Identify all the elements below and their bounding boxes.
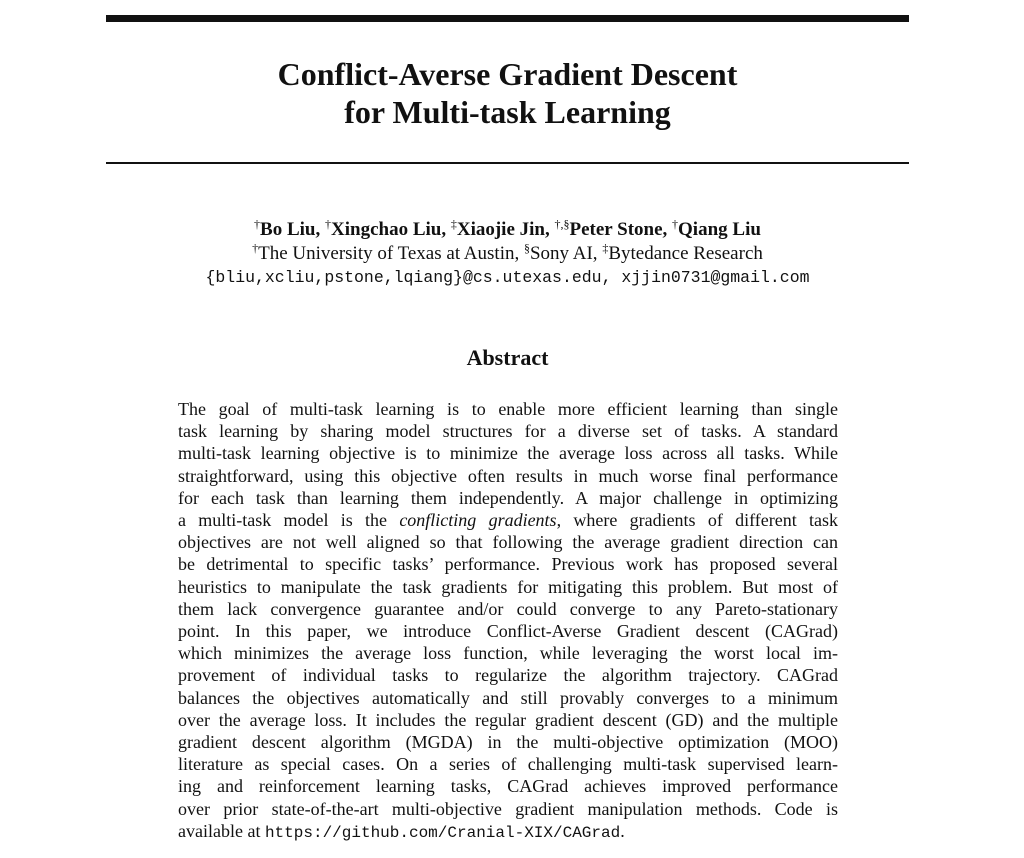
abstract-line: balances the objectives automatically and still provably converges to a minimum	[178, 687, 838, 708]
code-link[interactable]: https://github.com/Cranial-XIX/CAGrad	[264, 823, 621, 842]
author-names	[106, 218, 909, 242]
affiliations	[106, 242, 909, 266]
abstract-line: straightforward, using this objective often results in much worse final performance	[178, 465, 838, 486]
author-emails: {bliu,xcliu,pstone,lqiang}@cs.utexas.edu, xjjin0731@gmail.com	[205, 268, 810, 287]
author-name: Bo Liu,	[260, 219, 321, 240]
author-name: Xingchao Liu,	[331, 219, 447, 240]
affiliation: The University of Texas at Austin,	[258, 243, 520, 264]
author-mark: †	[325, 217, 331, 231]
abstract-line: which minimizes the average loss function, while leveraging the worst local im-	[178, 643, 838, 664]
title-line-1: Conflict-Averse Gradient Descent	[277, 56, 738, 92]
abstract-line: point. In this paper, we introduce Conflict-Averse Gradient descent (CAGrad)	[178, 621, 838, 642]
affiliation-mark: §	[523, 241, 530, 255]
abstract-heading: Abstract	[466, 345, 549, 370]
title-line-2: for Multi-task Learning	[344, 94, 671, 130]
conflicting-gradients-term: conflicting gradients	[399, 510, 557, 531]
abstract-body	[178, 398, 838, 844]
last-line-suffix: .	[620, 820, 625, 841]
abstract-line: be detrimental to specific tasks’ performance. Previous work has proposed several	[178, 554, 838, 575]
abstract-last-line	[178, 820, 838, 844]
affiliation-mark: ‡	[602, 241, 609, 255]
abstract-line-italic	[178, 509, 838, 531]
author-name: Qiang Liu	[678, 219, 761, 240]
author-mark: †	[672, 217, 679, 231]
author-name: Xiaojie Jin,	[456, 219, 550, 240]
paper-title	[106, 55, 909, 131]
abstract-line: The goal of multi-task learning is to enable more efficient learning than single	[178, 399, 838, 419]
abstract-line: task learning by sharing model structures for a diverse set of tasks. A standard	[178, 421, 838, 442]
italic-line-suffix: , where gradients of different task	[556, 510, 838, 531]
abstract-line: over the average loss. It includes the regular gradient descent (GD) and the multiple	[178, 709, 838, 730]
abstract-line: them lack convergence guarantee and/or could converge to any Pareto-stationary	[178, 598, 838, 619]
affiliation: Sony AI,	[529, 243, 598, 264]
abstract-line: over prior state-of-the-art multi-objective gradient manipulation methods. Code is	[178, 798, 838, 819]
author-mark: †	[254, 217, 261, 231]
affiliation-mark: †	[252, 241, 259, 255]
author-block	[106, 218, 909, 290]
author-mark: †,§	[554, 217, 570, 231]
author-mark: ‡	[450, 217, 457, 231]
abstract-line: multi-task learning objective is to minimize the average loss across all tasks. While	[178, 443, 838, 464]
abstract-line: provement of individual tasks to regularize the algorithm trajectory. CAGrad	[178, 665, 838, 686]
abstract-line: for each task than learning them independently. A major challenge in optimizing	[178, 487, 838, 508]
abstract-line: objectives are not well aligned so that following the average gradient direction can	[178, 532, 838, 553]
last-line-prefix: available at	[178, 820, 265, 841]
author-name: Peter Stone,	[569, 219, 668, 240]
abstract-line: ing and reinforcement learning tasks, CAGrad achieves improved performance	[178, 776, 838, 797]
abstract-line: gradient descent algorithm (MGDA) in the multi-objective optimization (MOO)	[178, 732, 838, 753]
affiliation: Bytedance Research	[608, 243, 763, 264]
top-rule	[106, 15, 909, 22]
italic-line-prefix: a multi-task model is the	[178, 510, 400, 531]
abstract-line: heuristics to manipulate the task gradients for mitigating this problem. But most of	[178, 576, 838, 597]
title-rule	[106, 162, 909, 164]
abstract-line: literature as special cases. On a series of challenging multi-task supervised learn-	[178, 754, 838, 775]
